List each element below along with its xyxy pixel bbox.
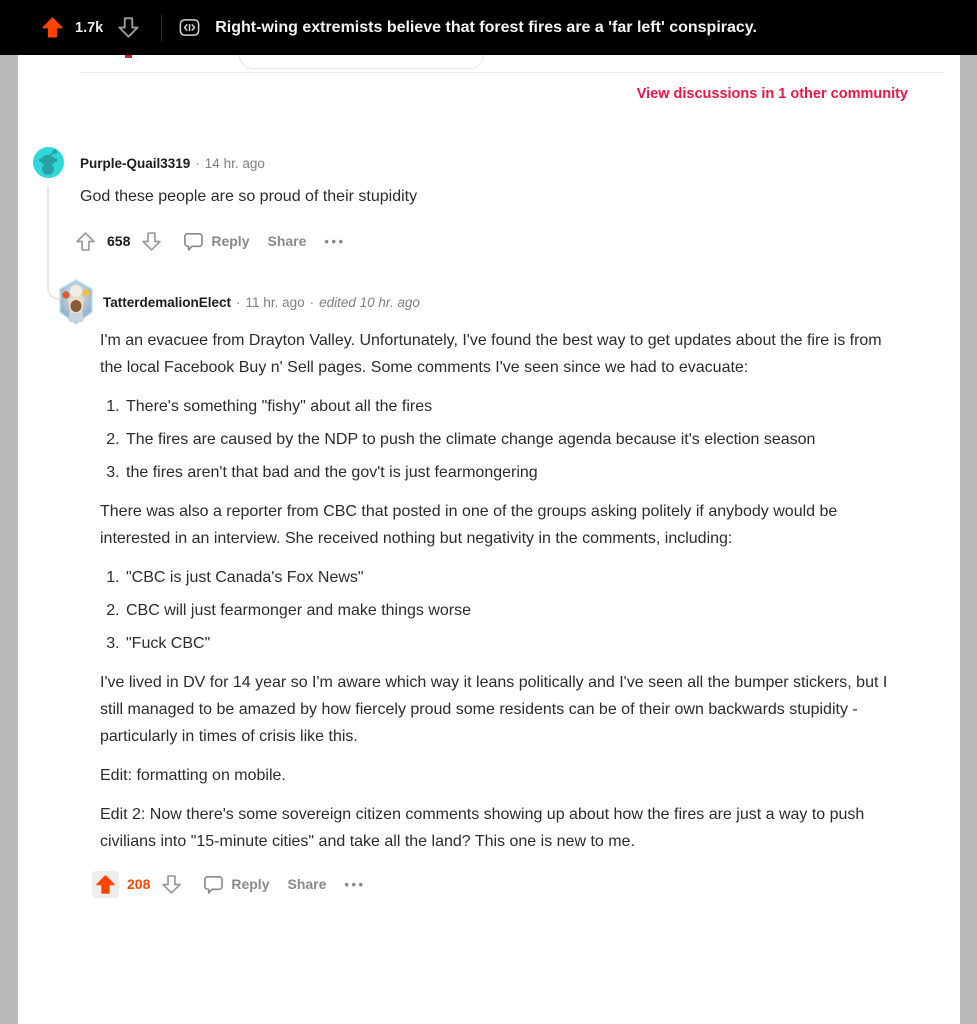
- downvote-button[interactable]: [158, 871, 185, 898]
- avatar[interactable]: [33, 147, 64, 178]
- comment-score: 658: [107, 233, 131, 249]
- comment-body: God these people are so proud of their stupidity: [80, 188, 418, 205]
- downvote-arrow-icon: [140, 230, 163, 253]
- list-item: 1. "CBC is just Canada's Fox News": [124, 564, 890, 591]
- comment-header: [103, 295, 420, 310]
- post-header-bar: [0, 0, 977, 55]
- comment-bubble-icon: [203, 874, 224, 895]
- comment-paragraph: I've lived in DV for 14 year so I'm aware which way it leans politically and I've seen all the bumper stickers, but I still managed to be amazed by how fiercely proud some residents can be of their own backwards stupidity - particularly in times of crisis like this.: [100, 674, 888, 745]
- comment-bubble-icon: [183, 231, 204, 252]
- comments-divider: [80, 72, 944, 73]
- downvote-button[interactable]: [138, 228, 165, 255]
- comment-timestamp: 14 hr. ago: [204, 156, 265, 171]
- reply-label: Reply: [211, 233, 250, 249]
- more-options-button[interactable]: •••: [324, 233, 346, 249]
- comment-paragraph: Edit 2: Now there's some sovereign citizen comments showing up about how the fires are just a way to push civilians into "15-minute cities" and take all the land? This one is new to me.: [100, 806, 865, 850]
- downvote-arrow-icon: [116, 15, 141, 40]
- comment-author[interactable]: TatterdemalionElect: [103, 295, 232, 310]
- cutoff-red-element: [125, 55, 132, 58]
- view-other-community-link[interactable]: View discussions in 1 other community: [636, 86, 908, 102]
- comment-list: [100, 564, 890, 657]
- comment-edited-label: edited 10 hr. ago: [319, 295, 420, 310]
- comment-author[interactable]: Purple-Quail3319: [80, 156, 191, 171]
- separator-dot: ·: [309, 295, 315, 310]
- comment-timestamp: 11 hr. ago: [245, 295, 305, 310]
- comment-paragraph: I'm an evacuee from Drayton Valley. Unfortunately, I've found the best way to get updates about the fire is from the local Facebook Buy n' Sell pages. Some comments I've seen since we had to evacuate:: [100, 332, 882, 376]
- header-separator: [161, 15, 162, 41]
- upvote-button[interactable]: [92, 871, 119, 898]
- comment-paragraph: Edit: formatting on mobile.: [100, 767, 286, 784]
- post-downvote-button[interactable]: [112, 13, 143, 42]
- upvote-arrow-icon: [94, 873, 117, 896]
- comment-body: [100, 327, 890, 899]
- list-item: 2. The fires are caused by the NDP to push the climate change agenda because it's election season: [124, 426, 890, 453]
- comment-header: [80, 156, 265, 171]
- list-item: 2. CBC will just fearmonger and make things worse: [124, 597, 890, 624]
- list-item: 3. the fires aren't that bad and the gov't is just fearmongering: [124, 459, 890, 486]
- downvote-arrow-icon: [160, 873, 183, 896]
- share-button[interactable]: Share: [267, 233, 307, 249]
- separator-dot: ·: [195, 156, 200, 171]
- reply-button[interactable]: [203, 871, 269, 898]
- upvote-arrow-icon: [74, 230, 97, 253]
- reply-button[interactable]: [183, 231, 249, 252]
- share-button[interactable]: Share: [287, 875, 327, 892]
- reply-label: Reply: [231, 875, 270, 892]
- post-upvote-button[interactable]: [38, 13, 67, 42]
- comment-search-box[interactable]: [239, 55, 484, 69]
- post-title[interactable]: Right-wing extremists believe that forest fires are a 'far left' conspiracy.: [215, 18, 757, 36]
- list-item: 3. "Fuck CBC": [124, 630, 890, 657]
- upvote-button[interactable]: [72, 228, 99, 255]
- list-item: 1. There's something "fishy" about all the fires: [124, 393, 890, 420]
- comment-action-bar: [72, 226, 346, 256]
- more-options-button[interactable]: •••: [344, 876, 366, 892]
- avatar[interactable]: [56, 279, 96, 325]
- comment-action-bar: [92, 869, 890, 899]
- upvote-arrow-icon: [40, 15, 65, 40]
- comment-list: [100, 393, 890, 486]
- separator-dot: ·: [236, 295, 241, 310]
- comments-page: [0, 55, 977, 1024]
- comment-paragraph: There was also a reporter from CBC that posted in one of the groups asking politely if anybody would be interested in an interview. She received nothing but negativity in the comments, including:: [100, 503, 838, 547]
- post-type-icon: [178, 16, 201, 39]
- comment-score: 208: [127, 875, 151, 892]
- post-score: 1.7k: [75, 19, 104, 36]
